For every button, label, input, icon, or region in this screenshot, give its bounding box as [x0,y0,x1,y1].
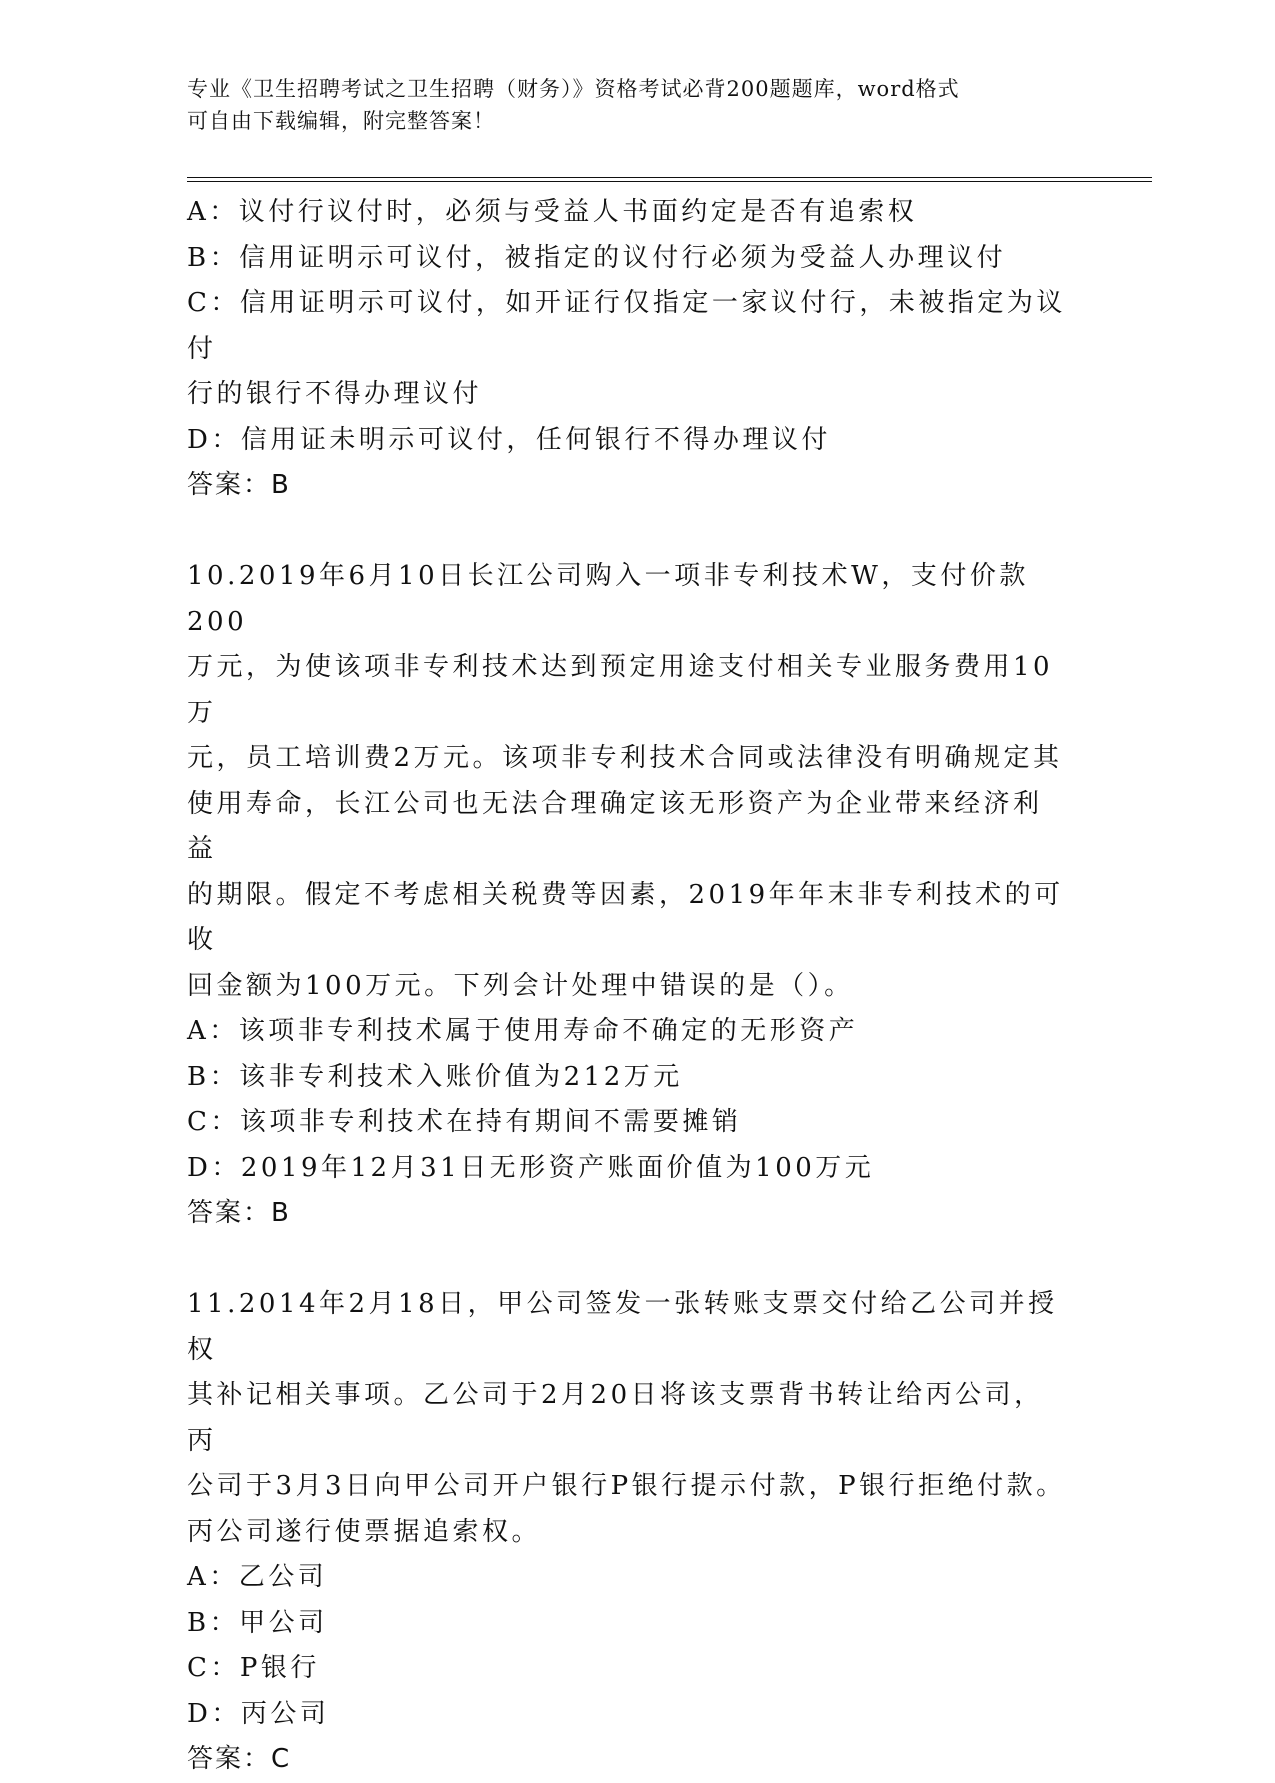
question-stem-line: 其补记相关事项。乙公司于2月20日将该支票背书转让给丙公司，丙 [187,1380,1044,1456]
question-stem-line: 回金额为100万元。下列会计处理中错误的是（）。 [187,970,854,1001]
option-d: D：信用证未明示可议付，任何银行不得办理议付 [187,424,831,455]
question-9-continued [187,190,1067,509]
question-stem-line: 万元，为使该项非专利技术达到预定用途支付相关专业服务费用10万 [187,652,1054,728]
document-body [187,190,1067,1783]
option-b: B：该非专利技术入账价值为212万元 [187,1061,683,1092]
header-double-rule [187,177,1152,182]
question-stem-line: 使用寿命，长江公司也无法合理确定该无形资产为企业带来经济利益 [187,788,1043,864]
option-a: A：该项非专利技术属于使用寿命不确定的无形资产 [187,1016,859,1046]
question-stem-line: 10.2019年6月10日长江公司购入一项非专利技术W，支付价款200 [187,561,1029,637]
option-a: A：乙公司 [187,1562,328,1592]
answer-line: 答案：C [187,1744,292,1774]
question-10 [187,554,1067,1237]
answer-line: 答案：B [187,470,291,500]
document-header [187,73,1067,137]
option-c: C：P银行 [187,1653,320,1683]
option-b: B：甲公司 [187,1607,328,1638]
spacer [187,1237,1067,1283]
question-stem-line: 元，员工培训费2万元。该项非专利技术合同或法律没有明确规定其 [187,743,1063,773]
question-stem-line: 公司于3月3日向甲公司开户银行P银行提示付款，P银行拒绝付款。 [187,1471,1066,1501]
question-stem-line: 丙公司遂行使票据追索权。 [187,1516,542,1547]
option-c-continued: 行的银行不得办理议付 [187,379,483,409]
option-d: D：2019年12月31日无形资产账面价值为100万元 [187,1152,875,1183]
question-stem-line: 的期限。假定不考虑相关税费等因素，2019年年末非专利技术的可收 [187,879,1064,955]
option-d: D：丙公司 [187,1698,330,1729]
option-c: C：该项非专利技术在持有期间不需要摊销 [187,1107,742,1137]
spacer [187,509,1067,555]
question-11 [187,1282,1067,1783]
option-c: C：信用证明示可议付，如开证行仅指定一家议付行，未被指定为议付 [187,288,1066,364]
question-stem-line: 11.2014年2月18日，甲公司签发一张转账支票交付给乙公司并授权 [187,1289,1058,1365]
option-b: B：信用证明示可议付，被指定的议付行必须为受益人办理议付 [187,242,1007,273]
header-title-line-1: 专业《卫生招聘考试之卫生招聘（财务）》资格考试必背200题题库，word格式 [187,77,960,101]
option-a: A：议付行议付时，必须与受益人书面约定是否有追索权 [187,197,918,227]
header-title-line-2: 可自由下载编辑，附完整答案！ [187,109,495,133]
answer-line: 答案：B [187,1198,291,1228]
